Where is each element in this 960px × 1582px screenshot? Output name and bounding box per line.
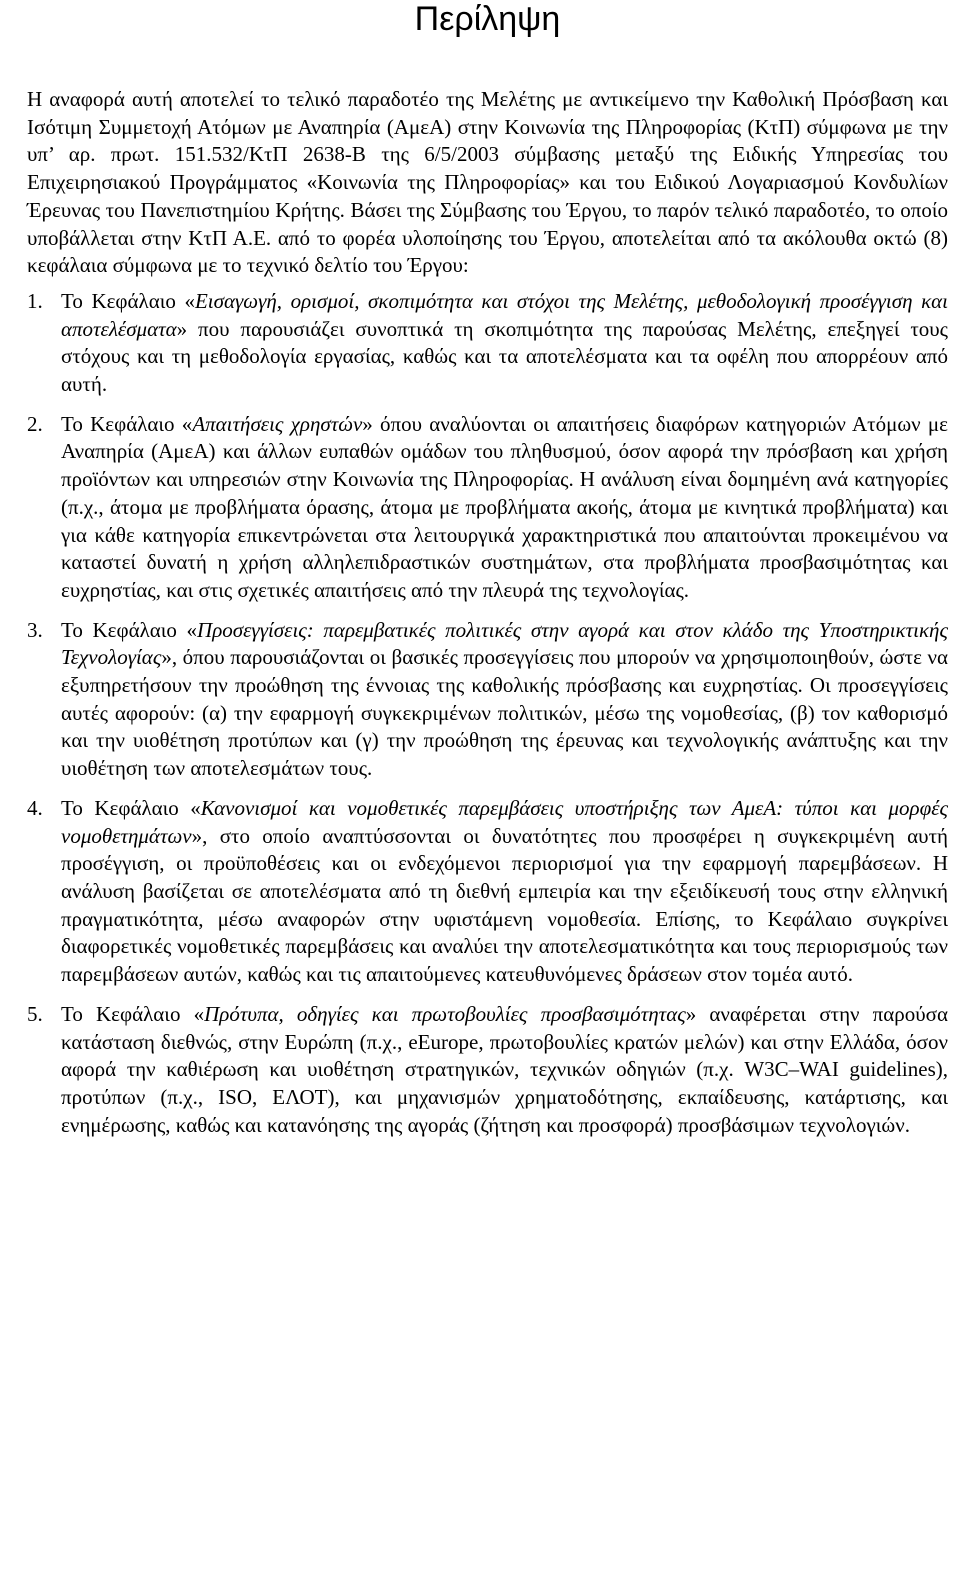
chapter-number: 2. xyxy=(27,411,43,436)
page-title: Περίληψη xyxy=(414,0,561,38)
chapter-item-2 xyxy=(27,411,948,605)
chapter-list xyxy=(27,288,948,1139)
chapter-title: Προσεγγίσεις: παρεμβατικές πολιτικές στην αγορά και στον κλάδο της Υποστηρικτικής Τεχνολογίας xyxy=(61,617,948,670)
chapter-title: Κανονισμοί και νομοθετικές παρεμβάσεις υποστήριξης των ΑμεΑ: τύποι και μορφές νομοθετημάτων xyxy=(61,795,948,848)
chapter-title: Απαιτήσεις χρηστών xyxy=(192,411,363,436)
chapter-number: 5. xyxy=(27,1001,43,1026)
chapter-text-lead: Το Κεφάλαιο « xyxy=(61,288,195,313)
chapter-text-lead: Το Κεφάλαιο « xyxy=(61,617,198,642)
chapter-description: » που παρουσιάζει συνοπτικά τη σκοπιμότητα της παρούσας Μελέτης, επεξηγεί τους στόχους και τη μεθοδολογία εργασίας, καθώς και τα αποτελέσματα και τα οφέλη που απορρέουν από αυτή. xyxy=(61,316,948,397)
intro-paragraph: Η αναφορά αυτή αποτελεί το τελικό παραδοτέο της Μελέτης με αντικείμενο την Καθολική Πρόσβαση και Ισότιμη Συμμετοχή Ατόμων με Αναπηρία (ΑμεΑ) στην Κοινωνία της Πληροφορίας (ΚτΠ) σύμφωνα με την υπ’ αρ. πρωτ. 151.532/ΚτΠ 2638-Β της 6/5/2003 σύμβασης μεταξύ της Ειδικής Υπηρεσίας του Επιχειρησιακού Προγράμματος «Κοινωνία της Πληροφορίας» και του Ειδικού Λογαριασμού Κονδυλίων Έρευνας του Πανεπιστημίου Κρήτης. Βάσει της Σύμβασης του Έργου, το παρόν τελικό παραδοτέο, το οποίο υποβάλλεται στην ΚτΠ Α.Ε. από το φορέα υλοποίησης του Έργου, αποτελείται από τα ακόλουθα οκτώ (8) κεφάλαια σύμφωνα με το τεχνικό δελτίο του Έργου: xyxy=(27,87,948,278)
chapter-title: Πρότυπα, οδηγίες και πρωτοβουλίες προσβασιμότητας xyxy=(204,1001,686,1026)
chapter-description: », όπου παρουσιάζονται οι βασικές προσεγγίσεις που μπορούν να χρησιμοποιηθούν, ώστε να εξυπηρετήσουν την προώθηση της έννοιας της καθολικής πρόσβασης και ευχρηστίας. Οι προσεγγίσεις αυτές αφορούν: (α) την εφαρμογή συγκεκριμένων πολιτικών, μέσω της νομοθεσίας, (β) τον καθορισμό και την υιοθέτηση προτύπων και (γ) την προώθηση της έρευνας και τεχνολογικής ανάπτυξης και την υιοθέτηση των αποτελεσμάτων τους. xyxy=(61,645,948,781)
chapter-number: 1. xyxy=(27,288,43,313)
chapter-text-lead: Το Κεφάλαιο « xyxy=(61,795,201,820)
chapter-number: 3. xyxy=(27,617,43,642)
chapter-item-4 xyxy=(27,795,948,989)
chapter-item-1 xyxy=(27,288,948,399)
chapter-item-3 xyxy=(27,617,948,783)
chapter-description: » αναφέρεται στην παρούσα κατάσταση διεθνώς, στην Ευρώπη (π.χ., eEurope, πρωτοβουλίες κρατών μελών) και στην Ελλάδα, όσον αφορά την καθιέρωση και υιοθέτηση στρατηγικών, τεχνικών οδηγιών (π.χ. W3C–WAI guidelines), προτύπων (π.χ., ISO, ΕΛΟΤ), και μηχανισμών χρηματοδότησης, εκπαίδευσης, κατάρτισης, και ενημέρωσης, καθώς και κατανόησης της αγοράς (ζήτηση και προσφορά) προσβάσιμων τεχνολογιών. xyxy=(61,1001,948,1137)
chapter-description: » όπου αναλύονται οι απαιτήσεις διαφόρων κατηγοριών Ατόμων με Αναπηρία (ΑμεΑ) και άλλων ευπαθών ομάδων του πληθυσμού, όσον αφορά την πρόσβαση και χρήση προϊόντων και υπηρεσιών στην Κοινωνία της Πληροφορίας. Η ανάλυση είναι δομημένη ανά κατηγορίες (π.χ., άτομα με προβλήματα όρασης, άτομα με προβλήματα ακοής, άτομα με κινητικά προβλήματα) και για κάθε κατηγορία επικεντρώνεται στα λειτουργικά χαρακτηριστικά που απαιτούνται προκειμένου να καταστεί δυνατή η χρήση αλληλεπιδραστικών συστημάτων, στα προβλήματα προσβασιμότητας και ευχρηστίας, και στις σχετικές απαιτήσεις από την πλευρά της τεχνολογίας. xyxy=(61,411,948,602)
chapter-title: Εισαγωγή, ορισμοί, σκοπιμότητα και στόχοι της Μελέτης, μεθοδολογική προσέγγιση και αποτελέσματα xyxy=(61,288,949,341)
chapter-text-lead: Το Κεφάλαιο « xyxy=(61,411,193,436)
chapter-description: », στο οποίο αναπτύσσονται οι δυνατότητες που προσφέρει η συγκεκριμένη αυτή προσέγγιση, οι προϋποθέσεις και οι ενδεχόμενοι περιορισμοί για την εφαρμογή παρεμβάσεων. Η ανάλυση βασίζεται σε αποτελέσματα από τη διεθνή εμπειρία και την εξειδίκευσή τους στην ελληνική πραγματικότητα, μέσω αναφορών στην υφιστάμενη νομοθεσία. Επίσης, το Κεφάλαιο συγκρίνει διαφορετικές νομοθετικές παρεμβάσεις και αναλύει την αποτελεσματικότητα και τους περιορισμούς των παρεμβάσεων αυτών, καθώς και τις απαιτούμενες κατευθυνόμενες δράσεων στον τομέα αυτό. xyxy=(61,823,948,987)
chapter-text-lead: Το Κεφάλαιο « xyxy=(61,1001,205,1026)
chapter-item-5 xyxy=(27,1001,948,1140)
chapter-number: 4. xyxy=(27,795,43,820)
